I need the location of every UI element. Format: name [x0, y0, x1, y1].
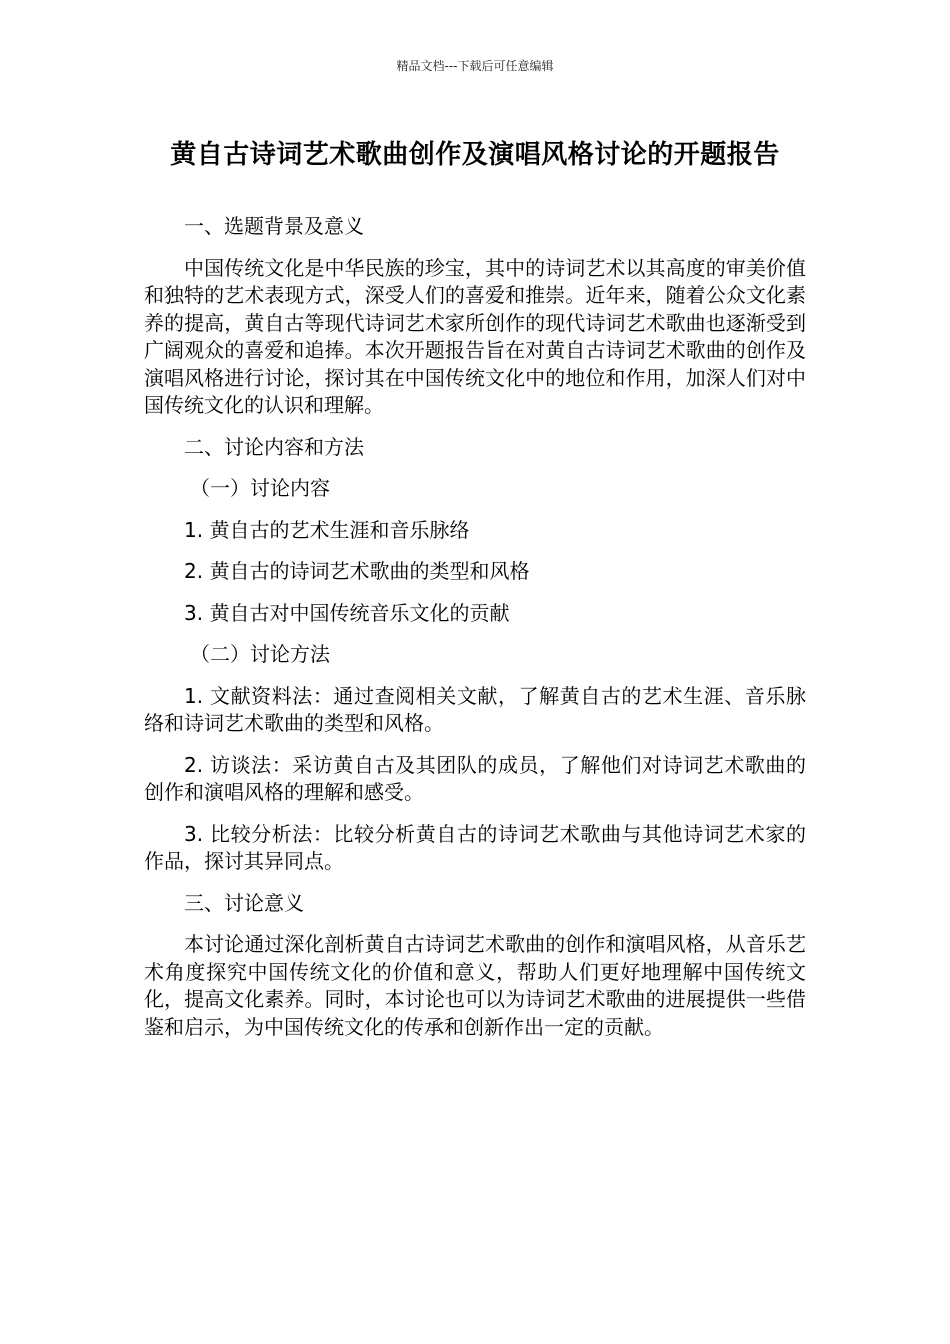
content-item: 3. 黄自古对中国传统音乐文化的贡献 [184, 600, 510, 625]
method-item: 3. 比较分析法：比较分析黄自古的诗词艺术歌曲与其他诗词艺术家的作品，探讨其异同点。 [144, 821, 806, 873]
content-item: 1. 黄自古的艺术生涯和音乐脉络 [184, 517, 470, 542]
method-item: 1. 文献资料法：通过查阅相关文献，了解黄自古的艺术生涯、音乐脉络和诗词艺术歌曲的类型和风格。 [144, 683, 806, 735]
section-2-subheading-content: （一）讨论内容 [190, 476, 330, 500]
section-3-heading: 三、讨论意义 [184, 890, 304, 915]
section-1-heading: 一、选题背景及意义 [184, 214, 364, 238]
document-body [144, 213, 806, 1055]
section-3-paragraph: 本讨论通过深化剖析黄自古诗词艺术歌曲的创作和演唱风格，从音乐艺术角度探究中国传统文化的价值和意义，帮助人们更好地理解中国传统文化，提高文化素养。同时，本讨论也可以为诗词艺术歌曲的进展提供一些借鉴和启示，为中国传统文化的传承和创新作出一定的贡献。 [144, 932, 806, 1039]
method-item: 2. 访谈法：采访黄自古及其团队的成员，了解他们对诗词艺术歌曲的创作和演唱风格的理解和感受。 [144, 752, 806, 804]
content-item: 2. 黄自古的诗词艺术歌曲的类型和风格 [184, 559, 530, 583]
header-note: 精品文档---下载后可任意编辑 [396, 59, 554, 73]
section-2-subheading-method: （二）讨论方法 [190, 642, 330, 666]
section-1-paragraph: 中国传统文化是中华民族的珍宝，其中的诗词艺术以其高度的审美价值和独特的艺术表现方式，深受人们的喜爱和推崇。近年来，随着公众文化素养的提高，黄自古等现代诗词艺术家所创作的现代诗词艺术歌曲也逐渐受到广阔观众的喜爱和追捧。本次开题报告旨在对黄自古诗词艺术歌曲的创作及演唱风格进行讨论，探讨其在中国传统文化中的地位和作用，加深人们对中国传统文化的认识和理解。 [144, 255, 806, 417]
section-2-heading: 二、讨论内容和方法 [184, 434, 364, 459]
document-title: 黄自古诗词艺术歌曲创作及演唱风格讨论的开题报告 [170, 140, 780, 170]
